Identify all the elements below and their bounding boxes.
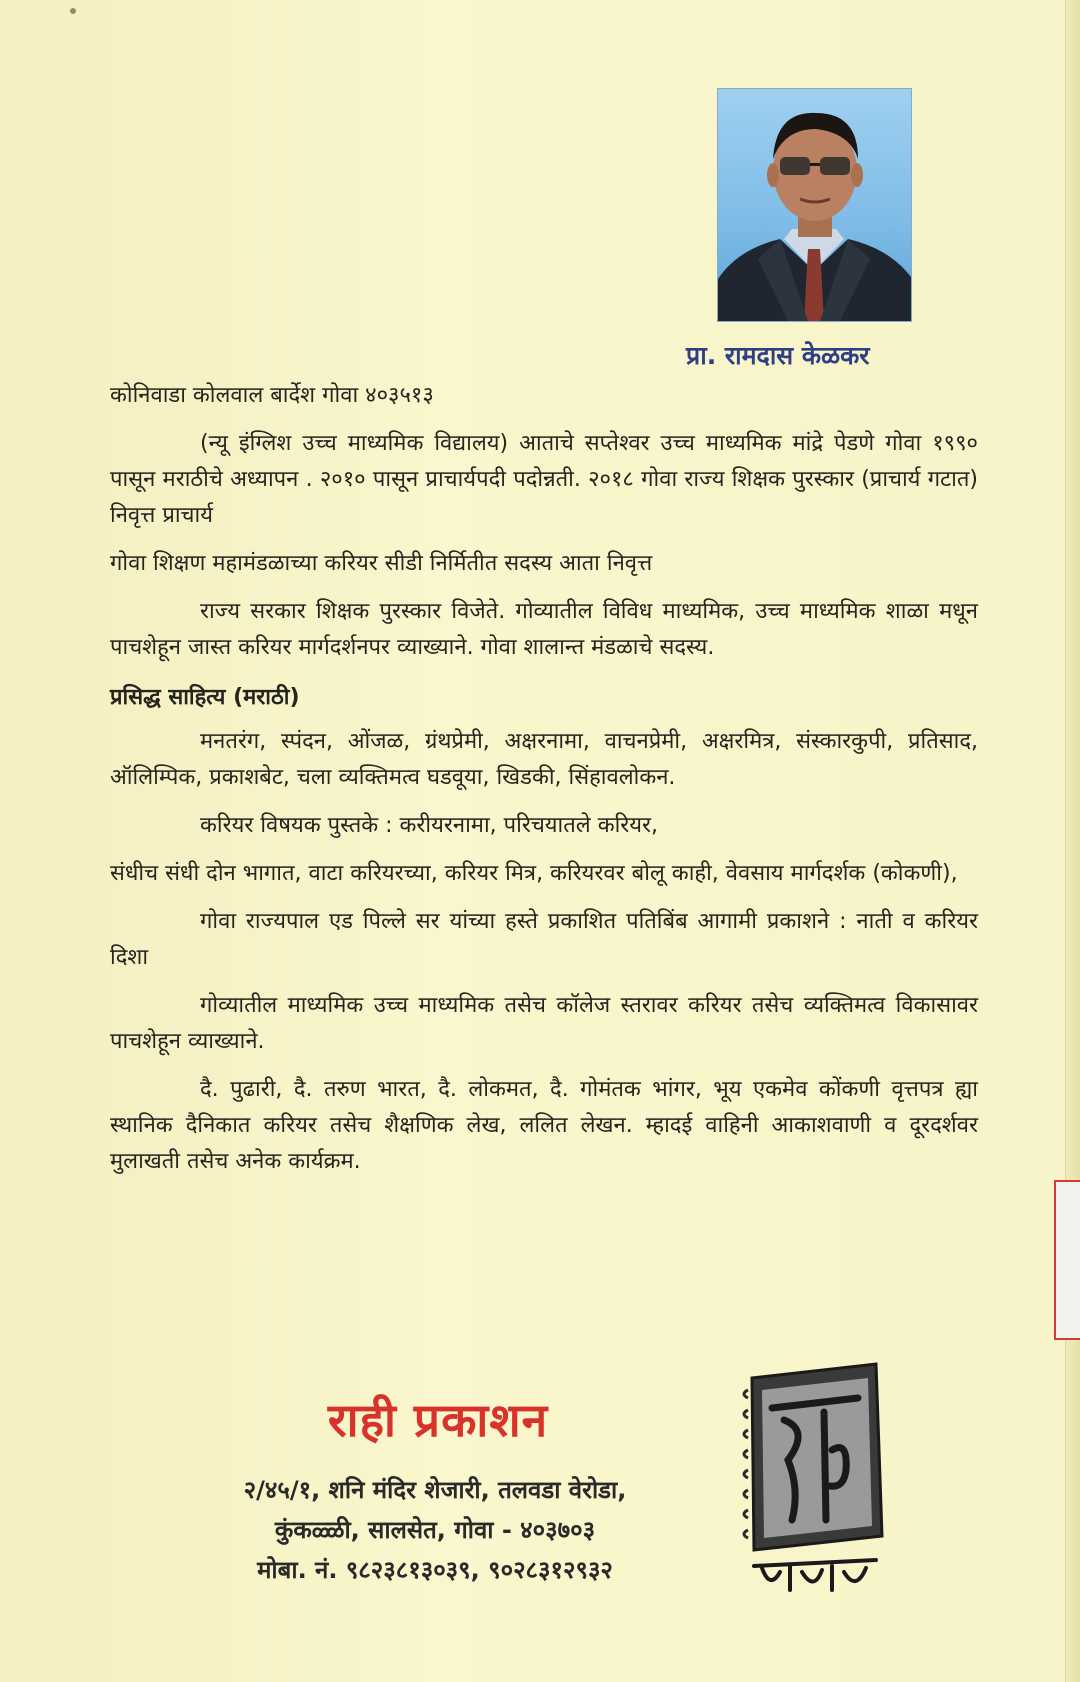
- publisher-address: [185, 1470, 685, 1590]
- published-works-heading: प्रसिद्ध साहित्य (मराठी): [110, 685, 300, 710]
- bio-paragraph: दै. पुढारी, दै. तरुण भारत, दै. लोकमत, दै. गोमंतक भांगर, भूय एकमेव कोंकणी वृत्तपत्र ह्या स्थानिक दैनिकात करियर तसेच शैक्षणिक लेख, ललित लेखन. म्हादई वाहिनी आकाशवाणी व दूरदर्शवर मुलाखती तसेच अनेक कार्यक्रम.: [110, 1077, 978, 1174]
- bio-paragraph: (न्यू इंग्लिश उच्च माध्यमिक विद्यालय) आताचे सप्तेश्वर उच्च माध्यमिक मांद्रे पेडणे गोवा १९९० पासून मराठीचे अध्यापन . २०१० पासून प्राचार्यपदी पदोन्नती. २०१८ गोवा राज्य शिक्षक पुरस्कार (प्राचार्य गटात) निवृत्त प्राचार्य: [110, 431, 978, 528]
- cover-edge: [1065, 0, 1080, 1682]
- author-portrait-icon: [718, 89, 911, 321]
- publisher-logo: [740, 1360, 890, 1598]
- library-sticker: [1054, 1180, 1080, 1340]
- publisher-name: राही प्रकाशन: [327, 1393, 549, 1447]
- author-name: प्रा. रामदास केळकर: [686, 341, 870, 370]
- paper-speck: [70, 8, 76, 14]
- bio-paragraph: गोवा शिक्षण महामंडळाच्या करियर सीडी निर्मितीत सदस्य आता निवृत्त: [110, 551, 653, 576]
- author-photo: [717, 88, 912, 322]
- career-books-cont: संधीच संधी दोन भागात, वाटा करियरच्या, करियर मित्र, करियरवर बोलू काही, वेवसाय मार्गदर्शक (कोकणी),: [110, 861, 958, 886]
- phone-numbers: मोबा. नं. ९८२३८१३०३९, ९०२८३१२९३२: [257, 1556, 613, 1584]
- bio-paragraph: राज्य सरकार शिक्षक पुरस्कार विजेते. गोव्यातील विविध माध्यमिक, उच्च माध्यमिक शाळा मधून पाचशेहून जास्त करियर मार्गदर्शनपर व्याख्याने. गोवा शालान्त मंडळाचे सदस्य.: [110, 599, 978, 660]
- works-list: मनतरंग, स्पंदन, ओंजळ, ग्रंथप्रेमी, अक्षरनामा, वाचनप्रेमी, अक्षरमित्र, संस्कारकुपी, प्रतिसाद, ऑलिम्पिक, प्रकाशबेट, चला व्यक्तिमत्व घडवूया, खिडकी, सिंहावलोकन.: [110, 729, 978, 790]
- address-line: २/४५/१, शनि मंदिर शेजारी, तलवडा वेरोडा,: [243, 1476, 627, 1504]
- bio-paragraph: गोवा राज्यपाल एड पिल्ले सर यांच्या हस्ते प्रकाशित पतिबिंब आगामी प्रकाशने : नाती व करियर दिशा: [110, 909, 978, 970]
- address-line: कुंकळ्ळी, सालसेत, गोवा - ४०३७०३: [274, 1516, 596, 1544]
- rahi-logo-icon: [740, 1360, 890, 1598]
- author-address: कोनिवाडा कोलवाल बार्देश गोवा ४०३५१३: [110, 383, 434, 408]
- author-bio: [110, 378, 978, 1192]
- career-books: करियर विषयक पुस्तके : करीयरनामा, परिचयातले करियर,: [200, 813, 659, 838]
- bio-paragraph: गोव्यातील माध्यमिक उच्च माध्यमिक तसेच कॉलेज स्तरावर करियर तसेच व्यक्तिमत्व विकासावर पाचशेहून व्याख्याने.: [110, 993, 978, 1054]
